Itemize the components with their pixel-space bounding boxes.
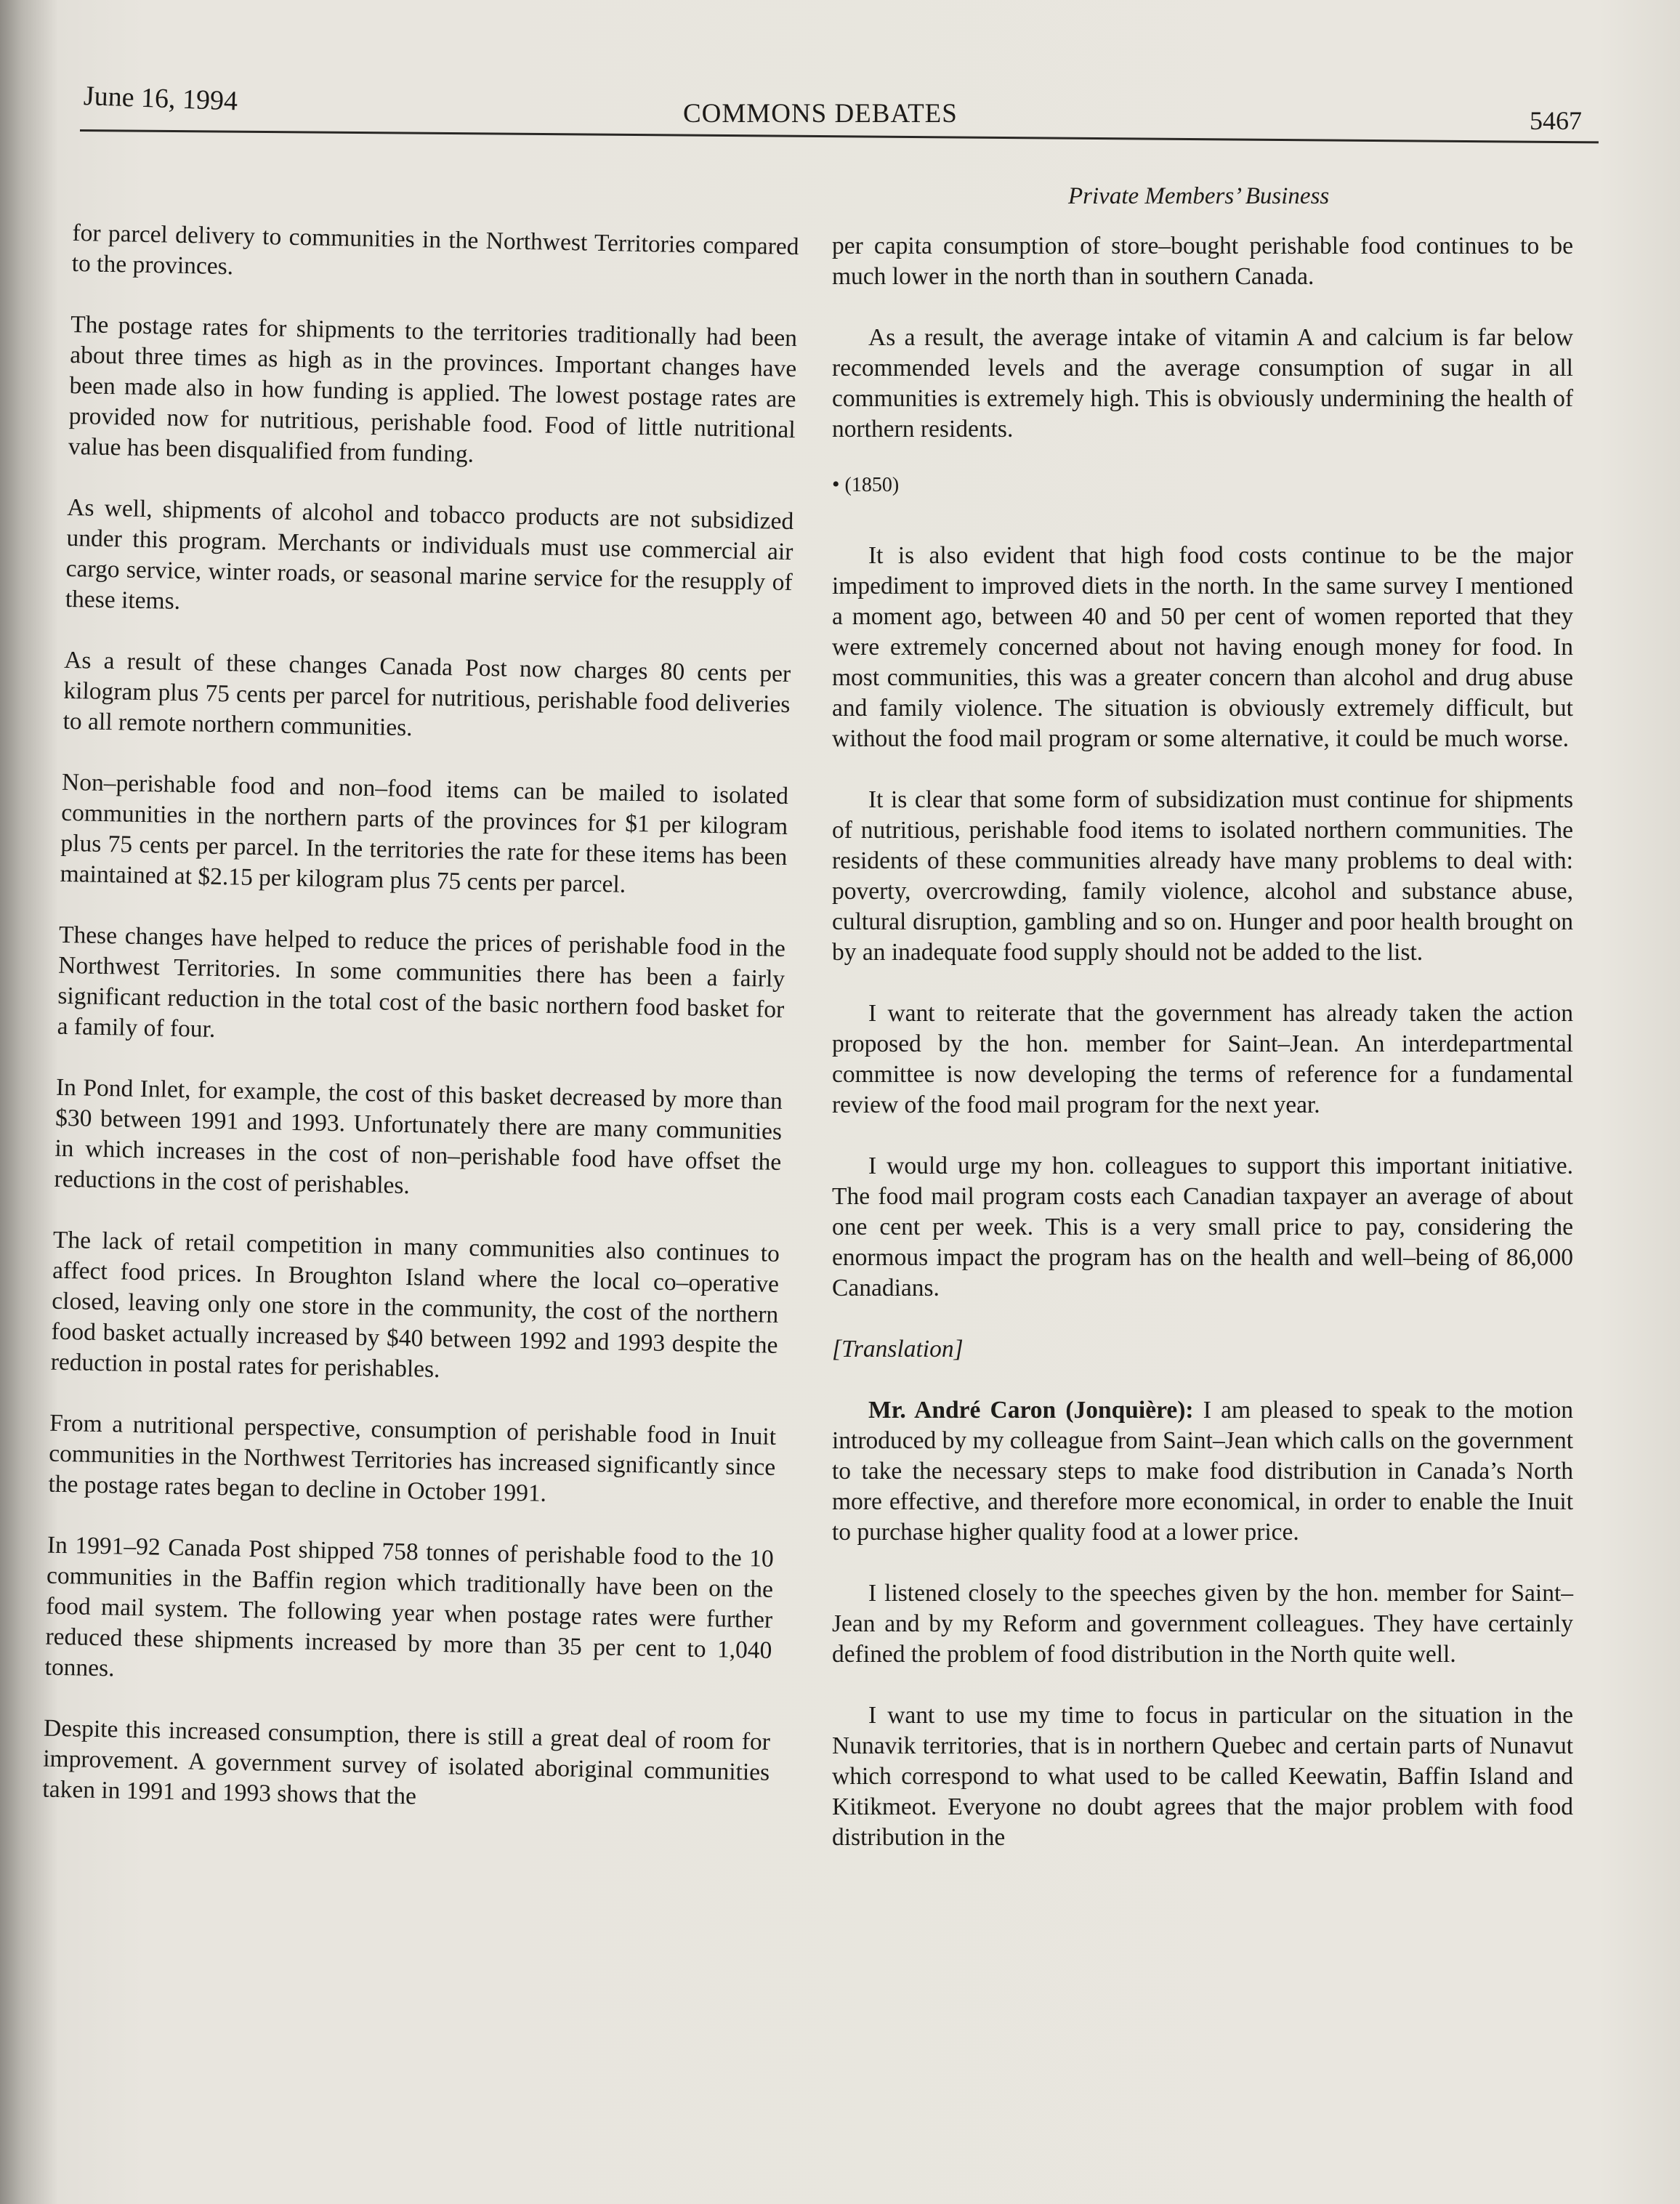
paragraph: The lack of retail competition in many communities also continues to affect food prices. In Broughton Island where the local co–operative closed, leaving only one store in the community, the cost of the northern food basket actually increased by $40 between 1992 and 1993 despite the reduction in postal rates for perishables.: [50, 1226, 780, 1383]
paragraph: It is also evident that high food costs continue to be the major impediment to improved diets in the north. In the same survey I mentioned a moment ago, between 40 and 50 per cent of women reported that they were extremely concerned about not having enough money for food. In most communities, this was a greater concern than alcohol and drug abuse and family violence. The situation is obviously extremely difficult, but without the food mail program or some alternative, it could be much worse.: [832, 542, 1573, 752]
time-marker: [832, 469, 1573, 501]
paragraph: In Pond Inlet, for example, the cost of this basket decreased by more than $30 between 1991 and 1993. Unfortunately there are many communities in which increases in the cost of non–perishable food have offset the reductions in the cost of perishables.: [54, 1073, 783, 1200]
paragraph: As a result, the average intake of vitamin A and calcium is far below recommended levels and the average consumption of sugar in all communities is extremely high. This is obviously undermining the health of northern residents.: [832, 324, 1573, 443]
paragraph: The postage rates for shipments to the territories traditionally had been about three times as high as in the provinces. Important changes have been made also in how funding is applied. The lowest postage rates are provided now for nutritious, perishable food. Food of little nutritional value has been disqualified from funding.: [68, 310, 798, 468]
paragraph: for parcel delivery to communities in the Northwest Territories compared to the provinces.: [71, 219, 799, 280]
paragraph: I want to reiterate that the government has already taken the action proposed by the hon. member for Saint–Jean. An interdepartmental committee is now developing the terms of reference for a fundamental review of the food mail program for the next year.: [832, 1000, 1573, 1118]
header-date: June 16, 1994: [83, 81, 238, 117]
speaker-text: I am pleased to speak to the motion introduced by my colleague from Saint–Jean which calls on the government to take the necessary steps to make food distribution in Canada’s North more effective, and therefore more economical, in order to enable the Inuit to purchase higher quality food at a lower price.: [832, 1397, 1573, 1546]
paragraph: I would urge my hon. colleagues to support this important initiative. The food mail program costs each Canadian taxpayer an average of about one cent per week. This is a very small price to pay, considering the enormous impact the program has on the health and well–being of 86,000 Canadians.: [832, 1153, 1573, 1301]
paragraph: As a result of these changes Canada Post now charges 80 cents per kilogram plus 75 cents per parcel for nutritious, perishable food deliveries to all remote northern communities.: [62, 646, 791, 742]
paragraph: It is clear that some form of subsidization must continue for shipments of nutritious, perishable food items to isolated northern communities. The residents of these communities already have many problems to deal with: poverty, overcrowding, family violence, alcohol and substance abuse, cultural disruption, gambling and so on. Hunger and poor health brought on by an inadequate food supply should not be added to the list.: [832, 786, 1573, 966]
paragraph: Non–perishable food and non–food items can be mailed to isolated communities in the northern parts of the provinces for $1 per kilogram plus 75 cents per parcel. In the territories the rate for these items has been maintained at $2.15 per kilogram plus 75 cents per parcel.: [60, 768, 789, 898]
speaker-name: Mr. André Caron (Jonquière):: [868, 1397, 1194, 1424]
header-journal-title: COMMONS DEBATES: [683, 99, 958, 129]
paragraph: In 1991–92 Canada Post shipped 758 tonnes of perishable food to the 10 communities in the Baffin region which traditionally have been on the food mail system. The following year when postage rates were further reduced these shipments increased by more than 35 per cent to 1,040 tonnes.: [44, 1531, 775, 1682]
left-column: [41, 218, 799, 1849]
section-title: Private Members’ Business: [1068, 183, 1330, 209]
paragraph: per capita consumption of store–bought perishable food continues to be much lower in the north than in southern Canada.: [832, 233, 1573, 290]
bullet-icon: •: [832, 472, 840, 496]
page-header: [80, 65, 1606, 138]
right-column: [832, 231, 1573, 1884]
paragraph: These changes have helped to reduce the prices of perishable food in the Northwest Territories. In some communities there has been a fairly significant reduction in the total cost of the basic northern food basket for a family of four.: [57, 921, 786, 1043]
header-page-number: 5467: [1530, 106, 1582, 135]
paragraph: From a nutritional perspective, consumption of perishable food in Inuit communities in the Northwest Territories has increased significantly since the postage rates began to decline in October 1991.: [48, 1409, 777, 1507]
translation-note: [Translation]: [832, 1336, 964, 1363]
paragraph: As well, shipments of alcohol and tobacco products are not subsidized under this program. Merchants or individuals must use commercial air cargo service, winter roads, or seasonal marine service for the resupply of these items.: [65, 493, 794, 615]
paragraph: Despite this increased consumption, there is still a great deal of room for improvement. A government survey of isolated aboriginal communities taken in 1991 and 1993 shows that the: [42, 1714, 771, 1810]
speaker-paragraph: [832, 1395, 1573, 1548]
paragraph: I listened closely to the speeches given by the hon. member for Saint–Jean and by my Reform and government colleagues. They have certainly defined the problem of food distribution in the North quite well.: [832, 1580, 1573, 1668]
time-marker-label: (1850): [844, 474, 900, 496]
paragraph: I want to use my time to focus in particular on the situation in the Nunavik territories, that is in northern Quebec and certain parts of Nunavut which correspond to what used to be called Keewatin, Baffin Island and Kitikmeot. Everyone no doubt agrees that the major problem with food distribution in the: [832, 1702, 1573, 1851]
